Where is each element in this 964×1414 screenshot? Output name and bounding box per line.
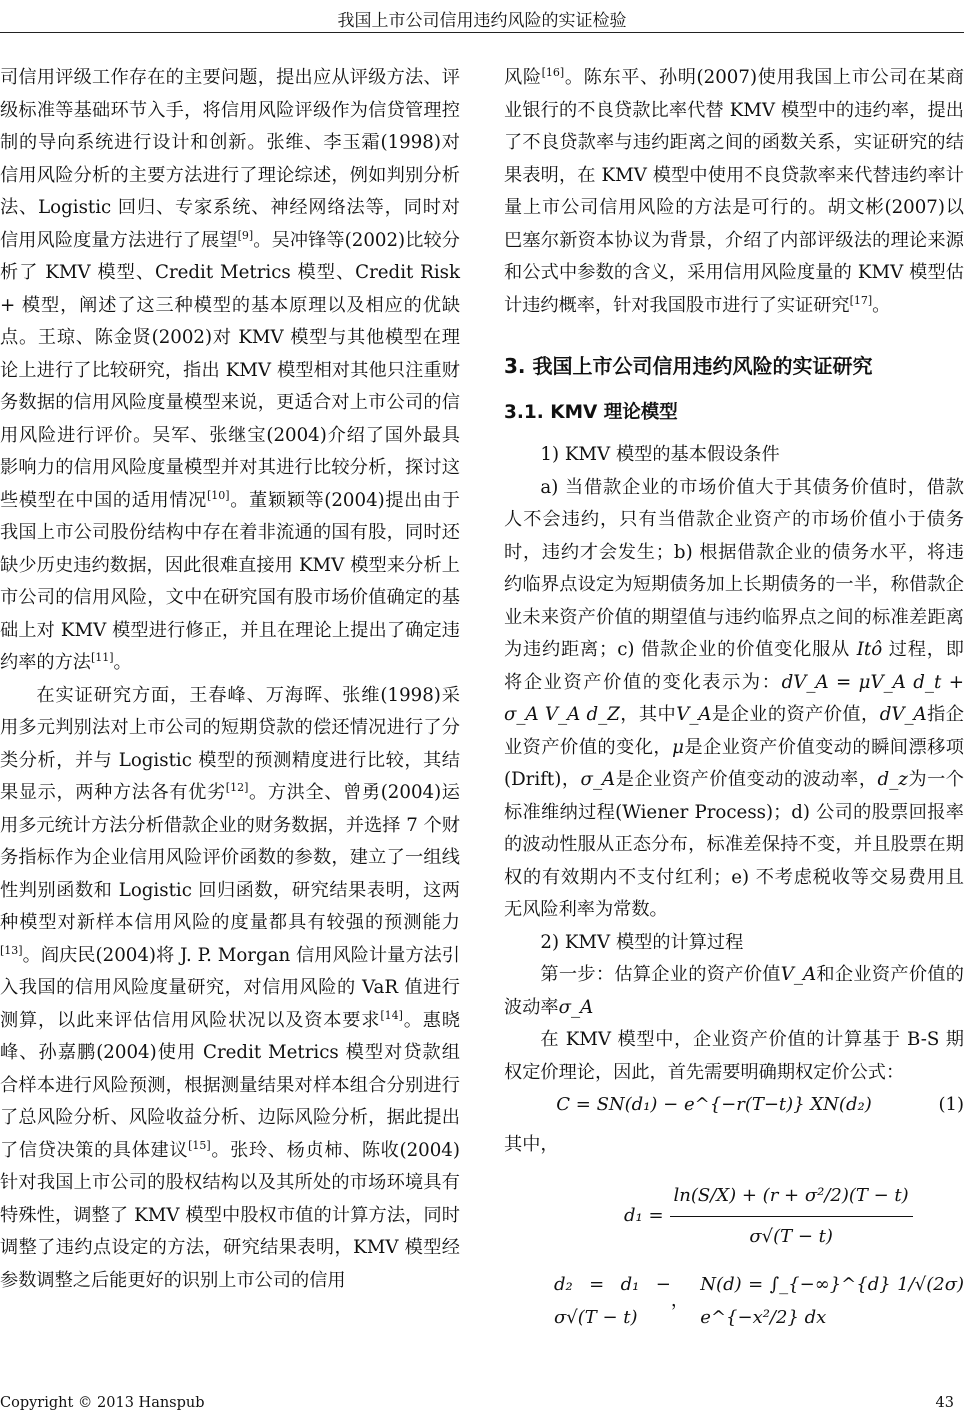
right-column: [504, 62, 964, 1332]
running-header: 我国上市公司信用违约风险的实证检验: [337, 11, 627, 31]
citation-ref[interactable]: [13]: [0, 943, 23, 957]
text-run: 指企业资产价值的变化，: [504, 704, 964, 758]
math-va: V_A: [676, 704, 712, 725]
math-dz: d_z: [877, 769, 908, 790]
citation-ref[interactable]: [9]: [237, 228, 254, 242]
math-mu: μ: [672, 736, 684, 758]
citation-ref[interactable]: [14]: [380, 1008, 403, 1022]
right-paragraph-1: [504, 62, 964, 322]
text-run: 和企业资产价值的波动率: [504, 964, 964, 1018]
math-sigma-a: σ_A: [558, 996, 594, 1018]
math-va: V_A: [780, 964, 817, 985]
math-ito-equation: dV_A = μV_A d_t + σ_A V_A d_Z: [504, 671, 964, 725]
citation-ref[interactable]: [10]: [206, 488, 230, 502]
equation-1: [504, 1089, 964, 1129]
equation-number: (1): [938, 1094, 964, 1115]
text-run: 风险: [504, 67, 542, 88]
equation-d1: [624, 1162, 964, 1272]
citation-ref[interactable]: [15]: [188, 1138, 211, 1152]
citation-ref[interactable]: [12]: [225, 781, 249, 794]
section-3-heading: 3. 我国上市公司信用违约风险的实证研究: [504, 354, 873, 378]
text-run: 是企业资产价值变动的瞬间漂移项(Drift)，: [504, 736, 964, 790]
text-run: 过程，即将企业资产价值的变化表示为：: [504, 639, 964, 693]
citation-ref[interactable]: [16]: [541, 66, 565, 79]
citation-ref[interactable]: [11]: [90, 651, 114, 664]
text-run: 。方洪全、曾勇(2004)运用多元统计方法分析借款企业的财务数据，并选择 7 个财务指标作为企业信用风险评价函数的参数，建立了一组线性判别函数和 Logistic 回归函数，研究结果表明，这两种模型对新样本信用风险的度量都具有较强的预测能力: [0, 782, 460, 933]
footer-copyright: Copyright © 2013 Hanspub: [0, 1395, 205, 1411]
math-sigma-a: σ_A: [580, 769, 616, 790]
text-run: 第一步：估算企业的资产价值: [540, 964, 781, 985]
citation-ref[interactable]: [17]: [849, 293, 873, 307]
d1-fraction: [670, 1180, 913, 1254]
step-1-paragraph: [504, 959, 964, 1024]
text-run: a) 当借款企业的市场价值大于其债务价值时，借款人不会违约，只有当借款企业资产的市场价值小于债务时，违约才会发生；b) 根据借款企业的债务水平，将违约临界点设定为短期债务加上长期债务的一半，称借款企业未来资产价值的期望值与违约临界点之间的标准差距离为违约距离；c) 借款企业的价值变化服从: [504, 476, 964, 660]
page-number: 43: [935, 1395, 954, 1411]
section-3-1-heading: 3.1. KMV 理论模型: [504, 401, 678, 423]
text-run: 。董颖颖等(2004)提出由于我国上市公司股份结构中存在着非流通的国有股，同时还缺少历史违约数据，因此很难直接用 KMV 模型来分析上市公司的信用风险，文中在研究国有股市场价值确定的基础上对 KMV 模型进行修正，并且在理论上提出了确定违约率的方法: [0, 489, 460, 673]
text-run: 。: [113, 652, 132, 673]
left-paragraph-1: [0, 62, 460, 680]
left-column: [0, 62, 460, 1297]
text-run: 为一个标准维纳过程(Wiener Process)；d) 公司的股票回报率的波动性服从正态分布，标准差保持不变，并且股票在期权的有效期内不支付红利；e) 不考虑税收等交易费用且无风险利率为常数。: [504, 769, 964, 920]
item-2-title: 2) KMV 模型的计算过程: [540, 931, 744, 953]
math-dva: dV_A: [879, 704, 927, 725]
assumptions-paragraph: [504, 472, 964, 927]
d1-lhs: d₁ =: [624, 1205, 664, 1227]
text-run: 是企业的资产价值，: [711, 704, 880, 725]
d1-numerator: ln(S/X) + (r + σ²/2)(T − t): [670, 1180, 913, 1218]
where-label: 其中，: [504, 1134, 559, 1155]
nd-equation: N(d) = ∫_{−∞}^{d} 1/√(2σ) e^{−x²/2} dx: [700, 1274, 964, 1328]
text-run: 。: [872, 294, 891, 316]
bs-paragraph: 在 KMV 模型中，企业资产价值的计算基于 B-S 期权定价理论，因此，首先需要明确期权定价公式：: [504, 1029, 964, 1083]
text-run: 。张玲、杨贞柿、陈收(2004)针对我国上市公司的股权结构以及其所处的市场环境具有特殊性，调整了 KMV 模型中股权市值的计算方法，同时调整了违约点设定的方法，研究结果表明，KMV 模型经参数调整之后能更好的识别上市公司的信用: [0, 1139, 460, 1291]
text-run: 在实证研究方面，王春峰、万海晖、张维(1998)采用多元判别法对上市公司的短期贷款的偿还情况进行了分类分析，并与 Logistic 模型的预测精度进行比较，其结果显示，两种方法各有优劣: [0, 684, 460, 803]
text-run: 。陈东平、孙明(2007)使用我国上市公司在某商业银行的不良贷款比率代替 KMV 模型中的违约率，提出了不良贷款率与违约距离之间的函数关系，实证研究的结果表明，在 KMV 模型中使用不良贷款率来代替违约率计量上市公司信用风险的方法是可行的。胡文彬(2007)以巴塞尔新资本协议为背景，介绍了内部评级法的理论来源和公式中参数的含义，采用信用风险度量的 KMV 模型估计违约概率，针对我国股市进行了实证研究: [504, 67, 964, 316]
separator: ，: [670, 1290, 689, 1312]
equation-1-body: C = SN(d₁) − e^{−r(T−t)} XN(d₂): [556, 1094, 872, 1115]
equation-d2-nd: [554, 1272, 964, 1332]
text-run: 。吴冲锋等(2002)比较分析了 KMV 模型、Credit Metrics 模型、Credit Risk + 模型，阐述了这三种模型的基本原理以及相应的优缺点。王琼、陈金贤(2002)对 KMV 模型与其他模型在理论上进行了比较研究，指出 KMV 模型相对其他只注重财务数据的信用风险度量模型来说，更适合对上市公司的信用风险进行评价。吴军、张继宝(2004)介绍了国外最具影响力的信用风险度量模型并对其进行比较分析，探讨这些模型在中国的适用情况: [0, 229, 460, 511]
left-paragraph-2: [0, 680, 460, 1298]
math-ito: Itô: [856, 639, 883, 660]
text-run: 是企业资产价值变动的波动率，: [615, 769, 878, 790]
header-rule: [0, 32, 964, 33]
d1-denominator: σ√(T − t): [749, 1226, 833, 1247]
text-run: 。惠晓峰、孙嘉鹏(2004)使用 Credit Metrics 模型对贷款组合样本进行风险预测，根据测量结果对样本组合分别进行了总风险分析、风险收益分析、边际风险分析，据此提出了信贷决策的具体建议: [0, 1009, 460, 1161]
text-run: 。阎庆民(2004)将 J. P. Morgan 信用风险计量方法引入我国的信用风险度量研究，对信用风险的 VaR 值进行测算，以此来评估信用风险状况以及资本要求: [0, 944, 460, 1031]
item-1-title: 1) KMV 模型的基本假设条件: [540, 444, 780, 465]
text-run: ，其中: [619, 704, 677, 725]
text-run: 司信用评级工作存在的主要问题，提出应从评级方法、评级标准等基础环节入手，将信用风险评级作为信贷管理控制的导向系统进行设计和创新。张维、李玉霜(1998)对信用风险分析的主要方法进行了理论综述，例如判别分析法、Logistic 回归、专家系统、神经网络法等，同时对信用风险度量方法进行了展望: [0, 67, 460, 251]
d2-equation: d₂ = d₁ − σ√(T − t): [554, 1274, 671, 1328]
